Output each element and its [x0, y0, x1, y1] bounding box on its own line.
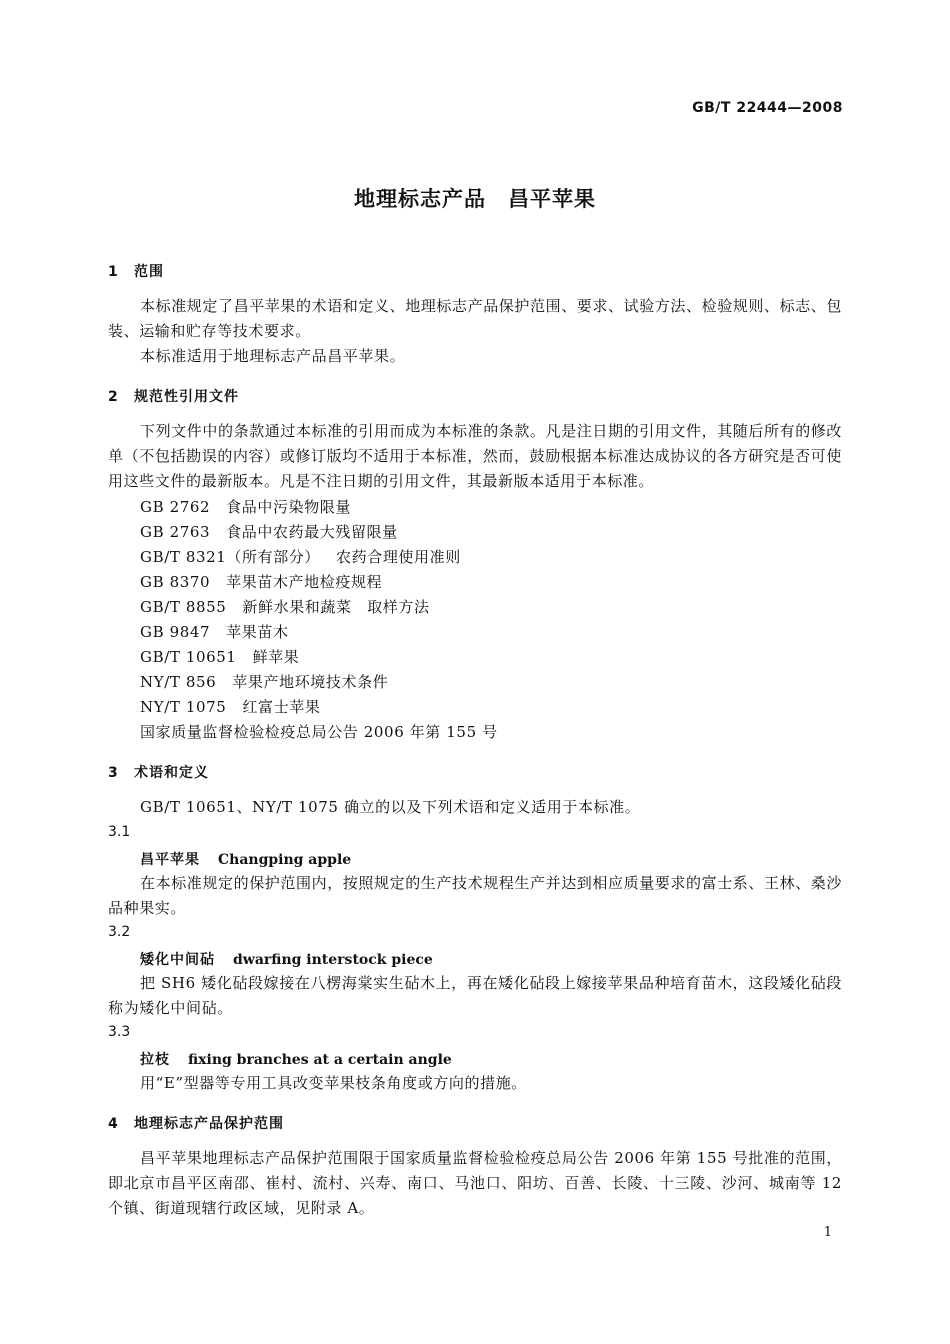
section-title: 地理标志产品保护范围 [134, 1116, 284, 1132]
section-number: 4 [108, 1116, 119, 1132]
reference-item [140, 571, 382, 592]
reference-item [140, 696, 320, 717]
term-definition: 用“E”型器等专用工具改变苹果枝条角度或方向的措施。 [140, 1074, 527, 1092]
document-title: 地理标志产品 昌平苹果 [354, 187, 596, 211]
term-zh: 拉枝 [140, 1052, 170, 1068]
term-en: fixing branches at a certain angle [188, 1052, 452, 1068]
section-2-heading [108, 386, 239, 406]
section-number: 2 [108, 389, 119, 405]
section-2-paragraph-1: 下列文件中的条款通过本标准的引用而成为本标准的条款。凡是注日期的引用文件，其随后所有的修改单（不包括勘误的内容）或修订版均不适用于本标准，然而，鼓励根据本标准达成协议的各方研究是否可使用这些文件的最新版本。凡是不注日期的引用文件，其最新版本适用于本标准。 [108, 422, 843, 490]
section-title: 术语和定义 [134, 765, 209, 781]
reference-name: 新鲜水果和蔬菜 取样方法 [242, 598, 430, 616]
reference-code: GB 2762 [140, 498, 211, 516]
term-zh: 矮化中间砧 [140, 952, 215, 968]
section-1-heading [108, 261, 164, 281]
reference-item [140, 646, 299, 667]
section-4-paragraph-1: 昌平苹果地理标志产品保护范围限于国家质量监督检验检疫总局公告 2006 年第 155 号批准的范围，即北京市昌平区南邵、崔村、流村、兴寿、南口、马池口、阳坊、百善、长陵、十三陵、沙河、城南等 12 个镇、街道现辖行政区域，见附录 A。 [108, 1149, 842, 1217]
reference-item [140, 721, 498, 742]
reference-code: NY/T 856 [140, 673, 217, 691]
reference-code: GB 9847 [140, 623, 211, 641]
reference-name: 食品中农药最大残留限量 [226, 523, 398, 541]
term-zh: 昌平苹果 [140, 852, 200, 868]
section-1-paragraph-1: 本标准规定了昌平苹果的术语和定义、地理标志产品保护范围、要求、试验方法、检验规则、标志、包装、运输和贮存等技术要求。 [108, 297, 843, 340]
reference-item [140, 671, 388, 692]
term-heading [140, 1049, 452, 1069]
term-en: Changping apple [218, 852, 352, 868]
section-1-paragraph-2: 本标准适用于地理标志产品昌平苹果。 [140, 347, 406, 365]
term-definition: 把 SH6 矮化砧段嫁接在八楞海棠实生砧木上，再在矮化砧段上嫁接苹果品种培育苗木，这段矮化砧段称为矮化中间砧。 [108, 974, 842, 1017]
reference-code: GB/T 8855 [140, 598, 227, 616]
term-number: 3.2 [108, 924, 131, 940]
term-en: dwarfing interstock piece [233, 952, 433, 968]
reference-name: 红富士苹果 [242, 698, 321, 716]
reference-item [140, 596, 430, 617]
reference-name: 国家质量监督检验检疫总局公告 2006 年第 155 号 [140, 723, 498, 741]
section-number: 1 [108, 264, 119, 280]
section-3-heading [108, 762, 209, 782]
term-number: 3.3 [108, 1024, 131, 1040]
reference-name: 食品中污染物限量 [226, 498, 351, 516]
section-3-paragraph-1: GB/T 10651、NY/T 1075 确立的以及下列术语和定义适用于本标准。 [140, 798, 641, 816]
reference-item [140, 621, 289, 642]
term-heading [140, 849, 351, 869]
reference-code: GB 8370 [140, 573, 211, 591]
section-title: 范围 [134, 264, 164, 280]
reference-code: GB/T 8321（所有部分） [140, 548, 321, 566]
term-number: 3.1 [108, 824, 131, 840]
reference-item [140, 496, 351, 517]
reference-name: 苹果产地环境技术条件 [232, 673, 389, 691]
section-number: 3 [108, 765, 119, 781]
reference-name: 鲜苹果 [252, 648, 300, 666]
page-number: 1 [823, 1225, 832, 1240]
reference-name: 农药合理使用准则 [336, 548, 461, 566]
reference-item [140, 521, 398, 542]
section-title: 规范性引用文件 [134, 389, 239, 405]
section-4-heading [108, 1113, 284, 1133]
reference-code: GB/T 10651 [140, 648, 237, 666]
term-definition: 在本标准规定的保护范围内，按照规定的生产技术规程生产并达到相应质量要求的富士系、王林、桑沙品种果实。 [108, 874, 843, 917]
reference-item [140, 546, 461, 567]
reference-code: NY/T 1075 [140, 698, 227, 716]
standard-number: GB/T 22444—2008 [692, 100, 843, 116]
term-heading [140, 949, 433, 969]
reference-name: 苹果苗木产地检疫规程 [226, 573, 383, 591]
reference-code: GB 2763 [140, 523, 211, 541]
reference-name: 苹果苗木 [226, 623, 289, 641]
